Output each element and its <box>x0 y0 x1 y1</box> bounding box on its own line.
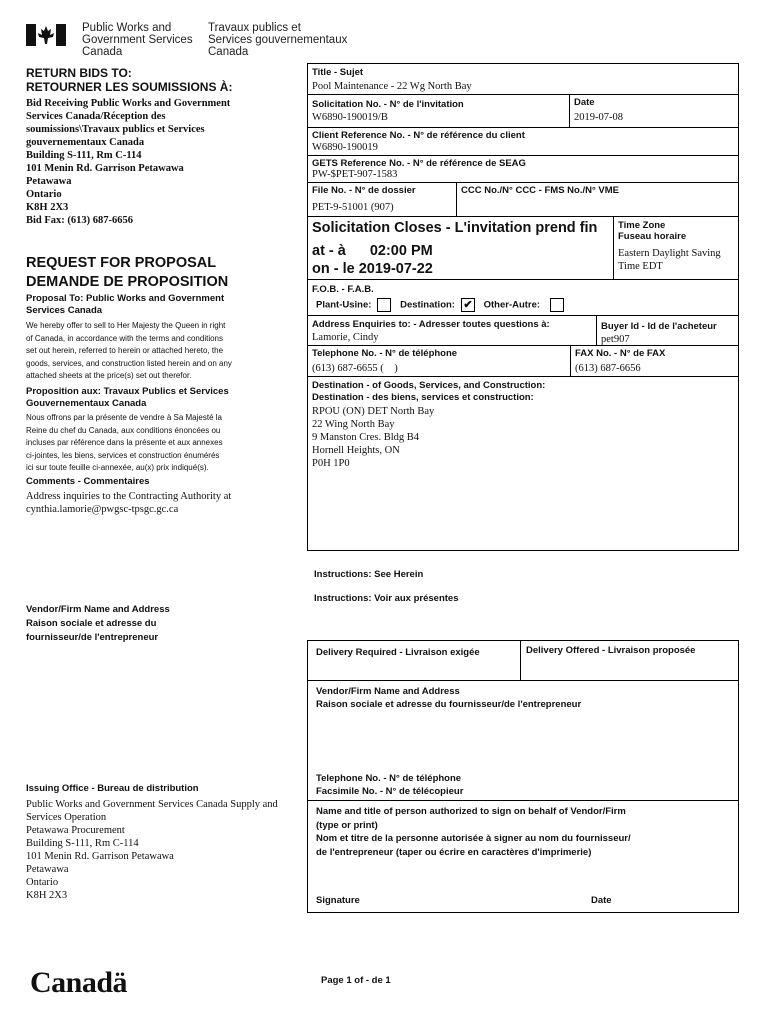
return-bids-address <box>26 97 230 227</box>
date-value: 2019-07-08 <box>574 112 623 123</box>
vendor-name-label-fr: Raison sociale et adresse du fournisseur/de l'entrepreneur <box>316 699 582 710</box>
other-checkbox[interactable] <box>550 298 564 312</box>
address-line: Services Operation <box>26 812 107 823</box>
text-line: incluses par référence dans la présente et aux annexes <box>26 438 223 447</box>
text-line: ci-jointes, les biens, services et construction énumérés <box>26 450 220 460</box>
fax-value: (613) 687-6656 <box>575 363 641 374</box>
phone-label: Telephone No. - N° de téléphone <box>312 348 458 359</box>
ccc-label: CCC No./N° CCC - FMS No./N° VME <box>461 185 620 196</box>
government-flag-logo <box>26 24 66 46</box>
return-bids-heading-en: RETURN BIDS TO: <box>26 66 132 80</box>
enquiries-value: Lamorie, Cindy <box>312 332 379 343</box>
destination-goods-label-fr: Destination - des biens, services et construction: <box>312 392 534 403</box>
address-line: Hornell Heights, ON <box>312 445 400 456</box>
address-line: Bid Receiving Public Works and Government <box>26 98 231 109</box>
address-line: K8H 2X3 <box>26 202 69 213</box>
address-line: Petawawa Procurement <box>26 825 125 836</box>
client-ref-value: W6890-190019 <box>312 142 378 153</box>
address-line: 101 Menin Rd. Garrison Petawawa <box>26 851 174 862</box>
dept-en-line-2: Government Services <box>82 34 193 46</box>
title-label: Title - Sujet <box>312 67 364 78</box>
vendor-name-field[interactable] <box>310 713 736 768</box>
fuseau-label: Fuseau horaire <box>618 231 687 242</box>
fax-label: FAX No. - N° de FAX <box>575 348 666 359</box>
text-line: goods, services, and construction listed herein and on any <box>26 358 232 368</box>
text-line: set out herein, referred to herein or attached hereto, the <box>26 346 224 355</box>
rfp-text-fr <box>26 412 276 475</box>
address-line: Petawawa <box>26 176 72 187</box>
fob-options <box>316 298 570 312</box>
plant-label: Plant-Usine: <box>316 299 372 311</box>
authorized-person-label-1: Name and title of person authorized to sign on behalf of Vendor/Firm <box>316 806 626 817</box>
address-line: Services Canada/Réception des <box>26 111 166 122</box>
buyer-label: Buyer Id - Id de l'acheteur <box>601 321 717 332</box>
address-line: soumissions\Travaux publics et Services <box>26 124 205 135</box>
comments-text <box>26 490 231 516</box>
buyer-value: pet907 <box>601 334 630 345</box>
comments-label: Comments - Commentaires <box>26 476 150 487</box>
authorized-person-label-4: de l'entrepreneur (taper ou écrire en caractères d'imprimerie) <box>316 846 592 858</box>
file-label: File No. - N° de dossier <box>312 185 416 196</box>
address-line: RPOU (ON) DET North Bay <box>312 406 435 417</box>
vendor-left-label-3: fournisseur/de l'entrepreneur <box>26 632 159 643</box>
dept-fr-line-2: Services gouvernementaux <box>208 34 348 46</box>
closes-on-label: on - le <box>312 261 355 277</box>
text-line: Nous offrons par la présente de vendre à Sa Majesté la <box>26 413 222 422</box>
solicitation-label: Solicitation No. - N° de l'invitation <box>312 99 464 110</box>
text-line: of Canada, in accordance with the terms and conditions <box>26 333 224 343</box>
address-line: 22 Wing North Bay <box>312 419 395 430</box>
authorized-person-label-3: Nom et titre de la personne autorisée à signer au nom du fournisseur/ <box>316 833 631 844</box>
address-line: K8H 2X3 <box>26 890 68 901</box>
address-line: Ontario <box>26 877 59 888</box>
text-line: attached sheets at the price(s) set out therefor. <box>26 371 192 380</box>
closes-label: Solicitation Closes - L'invitation prend fin <box>312 220 598 236</box>
vendor-facsimile-label: Facsimile No. - N° de télécopieur <box>316 786 464 797</box>
address-line: P0H 1P0 <box>312 458 350 469</box>
proposal-to-en: Proposal To: Public Works and Government Services Canada <box>26 293 225 316</box>
issuing-office-address <box>26 798 278 902</box>
delivery-required-label: Delivery Required - Livraison exigée <box>316 647 480 658</box>
closes-at-label: at - à <box>312 243 346 259</box>
time-zone-value-1: Eastern Daylight Saving <box>618 248 721 259</box>
phone-value: (613) 687-6655 ( ) <box>312 363 398 374</box>
vendor-telephone-label: Telephone No. - N° de téléphone <box>316 773 462 784</box>
enquiries-label: Address Enquiries to: - Adresser toutes questions à: <box>312 319 550 330</box>
address-line: Ontario <box>26 189 62 200</box>
rfp-text-en <box>26 320 276 383</box>
dept-en-line-1: Public Works and <box>82 22 172 34</box>
address-line: gouvernementaux Canada <box>26 137 145 148</box>
instructions-en: Instructions: See Herein <box>314 569 424 580</box>
rfp-title-en: REQUEST FOR PROPOSAL <box>26 255 217 271</box>
address-line: Public Works and Government Services Canada Supply and <box>26 799 278 810</box>
vendor-name-label-en: Vendor/Firm Name and Address <box>316 686 460 697</box>
vendor-left-label-2: Raison sociale et adresse du <box>26 618 157 629</box>
signature-label: Signature <box>316 895 360 906</box>
solicitation-value: W6890-190019/B <box>312 112 388 123</box>
canada-wordmark: Canadä <box>30 966 128 999</box>
destination-label: Destination: <box>400 299 455 311</box>
other-label: Other-Autre: <box>483 299 541 311</box>
signature-date-label: Date <box>591 895 612 906</box>
destination-goods-label-en: Destination - of Goods, Services, and Construction: <box>312 380 546 391</box>
time-zone-value-2: Time EDT <box>618 261 663 272</box>
closes-time: 02:00 PM <box>369 243 433 259</box>
gets-value: PW-$PET-907-1583 <box>312 169 398 180</box>
destination-checkbox[interactable]: ✔ <box>461 298 475 312</box>
return-bids-heading-fr: RETOURNER LES SOUMISSIONS À: <box>26 80 233 94</box>
dept-fr-line-1: Travaux publics et <box>208 22 301 34</box>
rfp-title-fr: DEMANDE DE PROPOSITION <box>26 274 229 290</box>
page-number: Page 1 of - de 1 <box>321 975 391 986</box>
authorized-person-field[interactable] <box>310 862 736 890</box>
instructions-fr: Instructions: Voir aux présentes <box>314 593 459 604</box>
authorized-person-label-2: (type or print) <box>316 819 378 831</box>
vendor-left-label-1: Vendor/Firm Name and Address <box>26 604 170 615</box>
address-line: Building S-111, Rm C-114 <box>26 150 142 161</box>
title-value: Pool Maintenance - 22 Wg North Bay <box>312 81 472 92</box>
address-line: 9 Manston Cres. Bldg B4 <box>312 432 420 443</box>
client-ref-label: Client Reference No. - N° de référence du client <box>312 130 525 141</box>
issuing-office-label: Issuing Office - Bureau de distribution <box>26 783 199 794</box>
delivery-offered-label: Delivery Offered - Livraison proposée <box>526 645 696 656</box>
text-line: Reine du chef du Canada, aux conditions énoncées ou <box>26 425 221 435</box>
fob-label: F.O.B. - F.A.B. <box>312 284 374 295</box>
dept-fr-line-3: Canada <box>208 46 249 58</box>
address-line: Petawawa <box>26 864 69 875</box>
destination-address <box>312 405 434 470</box>
date-label: Date <box>574 97 595 108</box>
file-value: PET-9-51001 (907) <box>312 202 394 213</box>
bid-fax: Bid Fax: (613) 687-6656 <box>26 215 134 226</box>
dept-en-line-3: Canada <box>82 46 123 58</box>
plant-checkbox[interactable] <box>377 298 391 312</box>
text-line: ici sur toute feuille ci-annexée, au(x) prix indiqué(s). <box>26 463 209 472</box>
time-zone-label: Time Zone <box>618 220 666 231</box>
gets-label: GETS Reference No. - N° de référence de SEAG <box>312 158 526 169</box>
closes-date: 2019-07-22 <box>358 261 433 277</box>
proposal-to-fr: Proposition aux: Travaux Publics et Services Gouvernementaux Canada <box>26 386 229 409</box>
comment-email: cynthia.lamorie@pwgsc-tpsgc.gc.ca <box>26 504 179 515</box>
text-line: We hereby offer to sell to Her Majesty the Queen in right <box>26 321 226 330</box>
address-line: 101 Menin Rd. Garrison Petawawa <box>26 163 184 174</box>
comment-line: Address inquiries to the Contracting Authority at <box>26 491 232 502</box>
address-line: Building S-111, Rm C-114 <box>26 838 139 849</box>
